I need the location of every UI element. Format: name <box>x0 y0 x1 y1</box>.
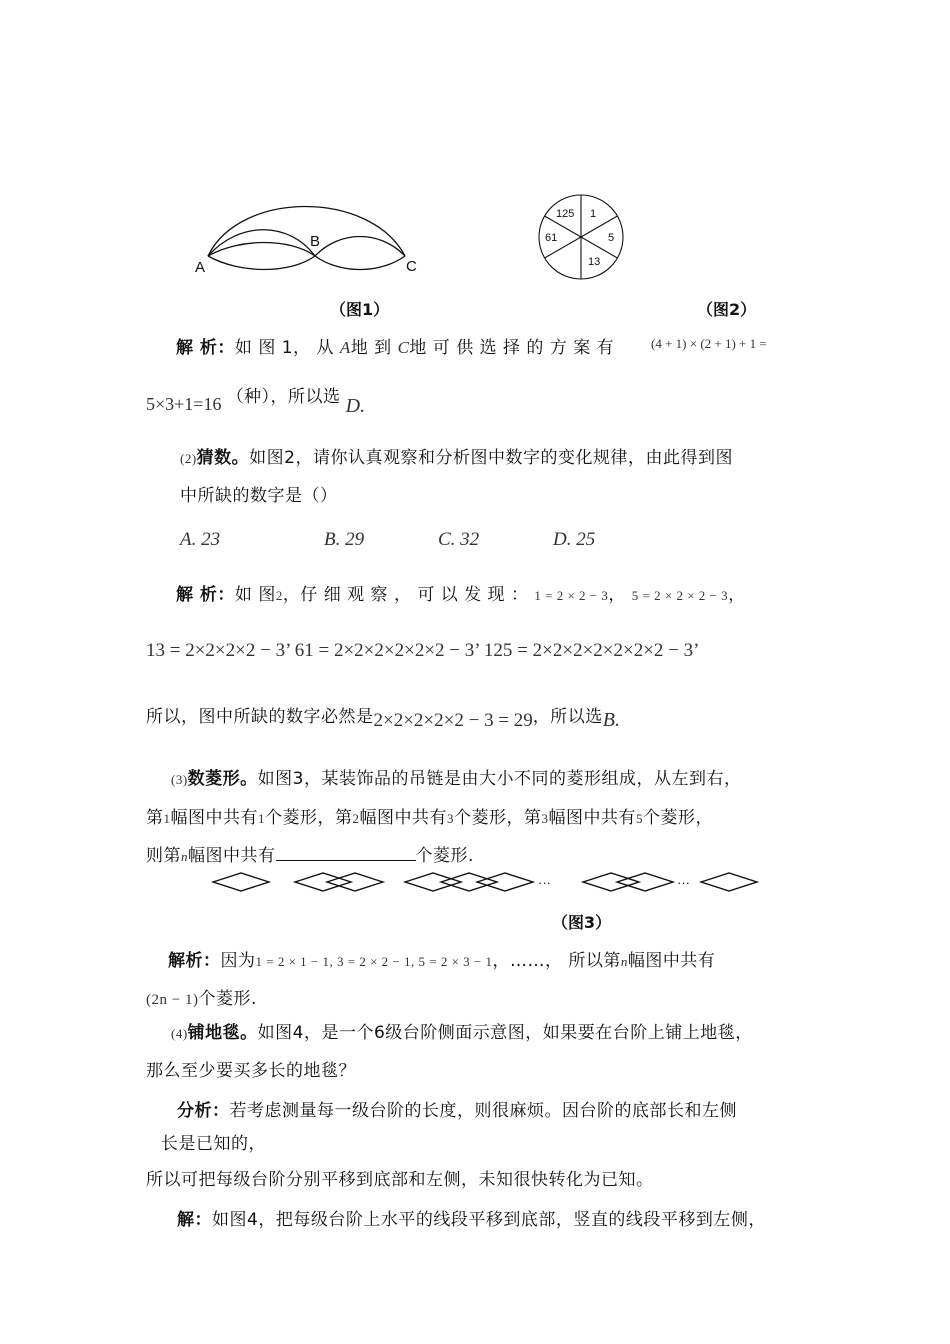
q1-solution-line1: 解 析：如 图 1， 从 A地 到 C地 可 供 选 择 的 方 案 有 <box>176 338 615 358</box>
fig2-value-5: 5 <box>608 232 615 244</box>
q4-analysis-line2: 长是已知的， <box>161 1134 266 1154</box>
label-c: C <box>406 258 417 275</box>
label-b: B <box>310 233 321 250</box>
q3-line3: 则第n幅图中共有 个菱形. <box>146 846 474 866</box>
answer-blank[interactable] <box>276 846 416 861</box>
q3-solution-line1: 解析：因为1 = 2 × 1 − 1, 3 = 2 × 2 − 1, 5 = 2 × 3 − 1，……， 所以第n幅图中共有 <box>168 951 716 971</box>
q4-line2: 那么至少要买多长的地毯？ <box>146 1061 356 1081</box>
fig3-caption: （图3） <box>552 913 612 932</box>
fig2-value-13: 13 <box>588 256 601 268</box>
fig2-value-1: 1 <box>590 208 597 220</box>
q2-option-d: D. 25 <box>553 529 596 550</box>
fig2-value-61: 61 <box>545 232 558 244</box>
q3-line1: (3)数菱形。如图3，某装饰品的吊链是由大小不同的菱形组成，从左到右， <box>171 769 742 789</box>
q4-analysis-line1: 分析：若考虑测量每一级台阶的长度，则很麻烦。因台阶的底部长和左侧 <box>177 1101 737 1121</box>
fig1-caption: （图1） <box>330 300 390 319</box>
q2-line1: (2)猜数。如图2，请你认真观察和分析图中数字的变化规律，由此得到图 <box>180 448 733 468</box>
q2-solution-line1: 解 析：如 图2，仔 细 观 察 ， 可 以 发 现 ： 1 = 2 × 2 − 3， 5 = 2 × 2 × 2 − 3， <box>176 585 746 605</box>
fig2-value-125: 125 <box>556 208 575 220</box>
q2-solution-conclusion: 所以，图中所缺的数字必然是2×2×2×2×2 − 3 = 29，所以选B. <box>146 707 621 731</box>
q2-option-b: B. 29 <box>324 529 365 550</box>
label-a: A <box>195 259 206 276</box>
q3-solution-line2: (2n − 1)个菱形. <box>146 989 257 1009</box>
q4-line1: (4)铺地毯。如图4，是一个6级台阶侧面示意图，如果要在台阶上铺上地毯， <box>171 1023 753 1043</box>
figure-3-rhombus-chain <box>205 866 775 898</box>
fig3-dots-2: ··· <box>677 875 690 890</box>
q4-solution-line1: 解：如图4，把每级台阶上水平的线段平移到底部，竖直的线段平移到左侧， <box>177 1210 766 1230</box>
fig2-caption: （图2） <box>697 300 757 319</box>
q2-option-c: C. 32 <box>438 529 480 550</box>
figure-2-circle <box>536 192 626 282</box>
q2-solution-equations: 13 = 2×2×2×2 − 3’ 61 = 2×2×2×2×2×2 − 3’ 125 = 2×2×2×2×2×2×2 − 3’ <box>146 640 700 661</box>
q2-option-a: A. 23 <box>180 529 221 550</box>
q4-analysis-line3: 所以可把每级台阶分别平移到底部和左侧，未知很快转化为已知。 <box>146 1170 654 1190</box>
q3-line2: 第1幅图中共有1个菱形，第2幅图中共有3个菱形，第3幅图中共有5个菱形， <box>146 808 713 828</box>
fig3-dots-1: ··· <box>538 875 551 890</box>
q1-solution-line2: 5×3+1=16 （种），所以选 D. <box>146 387 366 417</box>
q1-formula-1: (4 + 1) × (2 + 1) + 1 = <box>651 336 767 351</box>
q2-line2: 中所缺的数字是（） <box>180 486 338 506</box>
figure-1-arcs <box>190 200 430 280</box>
